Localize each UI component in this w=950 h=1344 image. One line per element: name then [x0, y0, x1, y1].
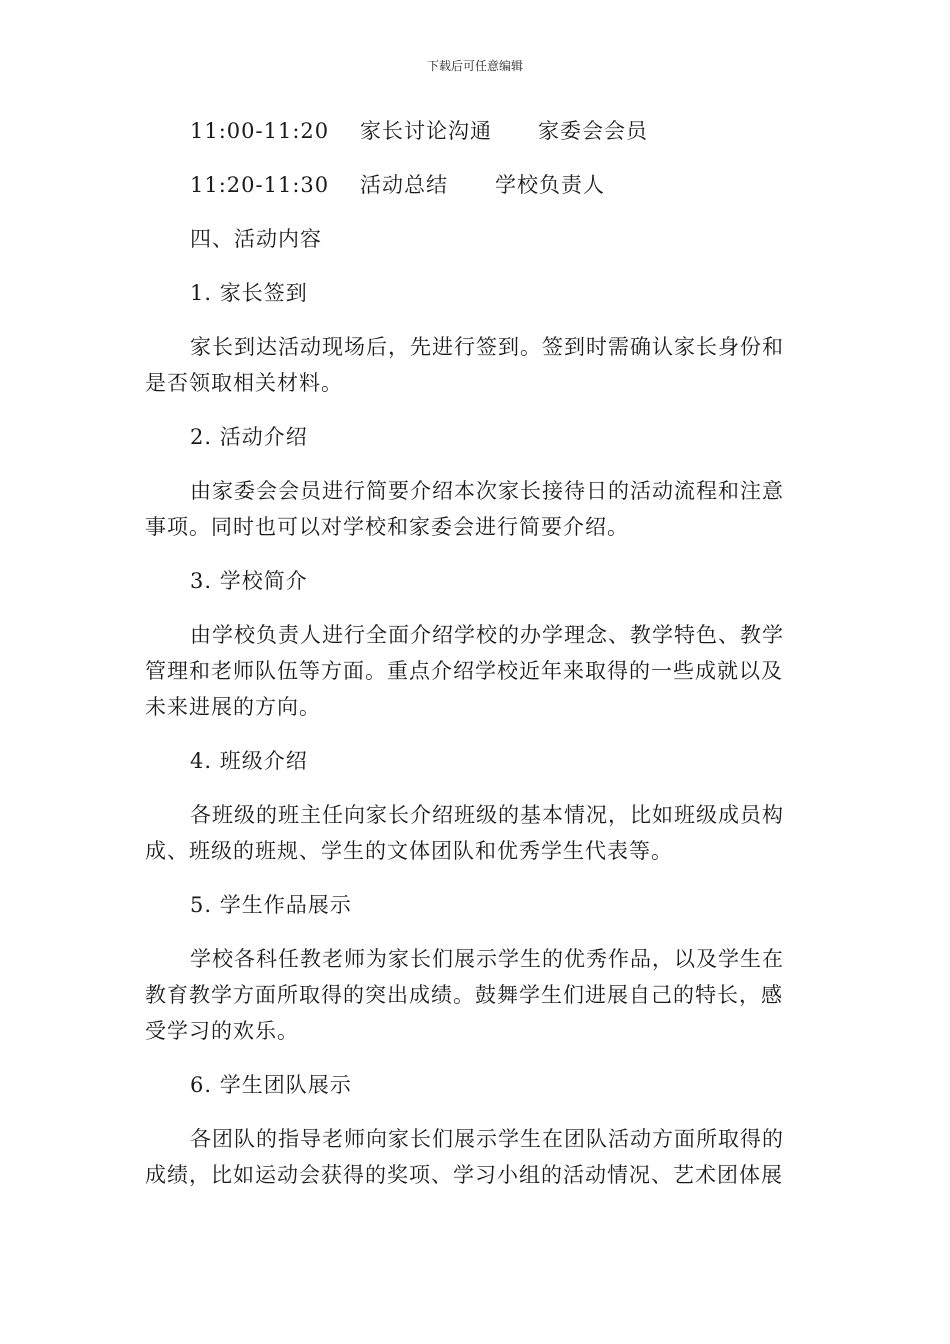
- paragraph-line: 成、班级的班规、学生的文体团队和优秀学生代表等。: [145, 839, 673, 863]
- paragraph-line: 由学校负责人进行全面介绍学校的办学理念、教学特色、教学: [190, 623, 784, 647]
- item-heading: 5. 学生作品展示: [190, 893, 352, 917]
- schedule-person: 家委会会员: [538, 119, 648, 143]
- schedule-activity: 家长讨论沟通: [360, 119, 492, 143]
- item-heading: 6. 学生团队展示: [190, 1073, 352, 1097]
- item-heading: 2. 活动介绍: [190, 425, 308, 449]
- paragraph-line: 受学习的欢乐。: [145, 1019, 299, 1043]
- paragraph-line: 管理和老师队伍等方面。重点介绍学校近年来取得的一些成就以及: [145, 659, 783, 683]
- paragraph-line: 家长到达活动现场后，先进行签到。签到时需确认家长身份和: [190, 335, 784, 359]
- item-paragraph: [145, 941, 795, 1049]
- paragraph-line: 未来进展的方向。: [145, 695, 321, 719]
- schedule-person: 学校负责人: [495, 173, 605, 197]
- item-paragraph: [145, 329, 795, 401]
- schedule-time: 11:20-11:30: [190, 173, 330, 197]
- paragraph-line: 各团队的指导老师向家长们展示学生在团队活动方面所取得的: [190, 1127, 784, 1151]
- document-body: [145, 113, 795, 1193]
- section-title: 四、活动内容: [190, 227, 322, 251]
- paragraph-line: 学校各科任教老师为家长们展示学生的优秀作品，以及学生在: [190, 947, 784, 971]
- paragraph-line: 各班级的班主任向家长介绍班级的基本情况，比如班级成员构: [190, 803, 784, 827]
- schedule-time: 11:00-11:20: [190, 119, 330, 143]
- item-paragraph: [145, 1121, 795, 1193]
- schedule-row: [145, 113, 795, 149]
- paragraph-line: 教育教学方面所取得的突出成绩。鼓舞学生们进展自己的特长，感: [145, 983, 783, 1007]
- paragraph-line: 成绩，比如运动会获得的奖项、学习小组的活动情况、艺术团体展: [145, 1163, 783, 1187]
- item-heading: 4. 班级介绍: [190, 749, 308, 773]
- schedule-activity: 活动总结: [360, 173, 448, 197]
- item-heading: 3. 学校简介: [190, 569, 308, 593]
- item-heading: 1. 家长签到: [190, 281, 308, 305]
- schedule-row: [145, 167, 795, 203]
- paragraph-line: 由家委会会员进行简要介绍本次家长接待日的活动流程和注意: [190, 479, 784, 503]
- page-header: 下载后可任意编辑: [426, 59, 523, 73]
- item-paragraph: [145, 617, 795, 725]
- item-paragraph: [145, 473, 795, 545]
- item-paragraph: [145, 797, 795, 869]
- paragraph-line: 是否领取相关材料。: [145, 371, 343, 395]
- paragraph-line: 事项。同时也可以对学校和家委会进行简要介绍。: [145, 515, 629, 539]
